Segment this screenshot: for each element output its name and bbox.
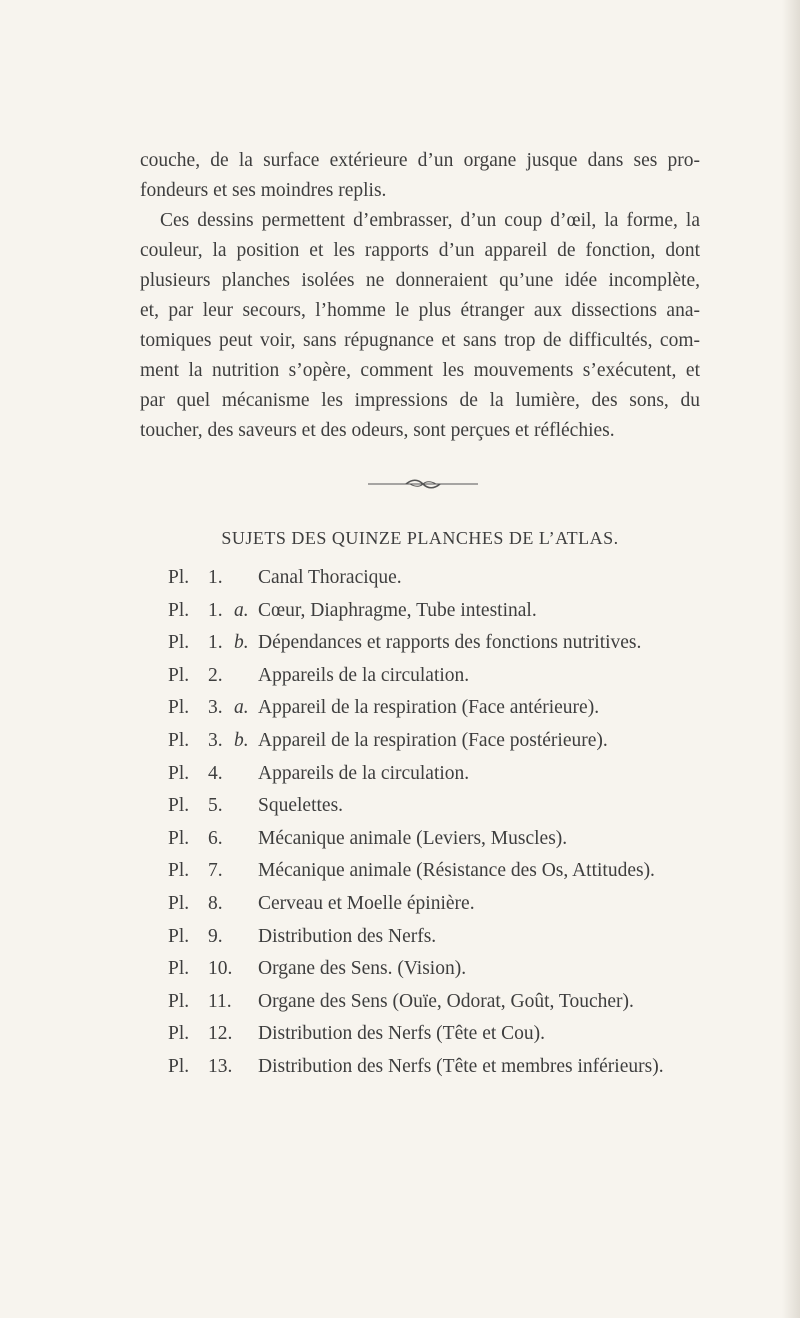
plate-title: Mécanique animale (Leviers, Muscles). <box>258 827 568 849</box>
plate-letter: a. <box>234 599 249 621</box>
plate-label: Pl. <box>168 1023 190 1045</box>
plate-title: Appareils de la circulation. <box>258 762 470 784</box>
plate-label: Pl. <box>168 795 190 817</box>
text-line: couche, de la surface extérieure d’un organe jusque dans ses pro- <box>140 150 700 171</box>
plate-number: 8. <box>208 892 223 914</box>
plate-title: Appareil de la respiration (Face postérieure). <box>258 729 608 751</box>
plate-label: Pl. <box>168 1055 190 1077</box>
text-line: couleur, la position et les rapports d’un appareil de fonction, dont <box>140 240 700 261</box>
plates-list <box>168 562 728 1084</box>
plate-label: Pl. <box>168 697 190 719</box>
plate-title: Appareil de la respiration (Face antérieure). <box>258 697 600 719</box>
plate-title: Canal Thoracique. <box>258 567 402 588</box>
plate-title: Cœur, Diaphragme, Tube intestinal. <box>258 599 537 621</box>
plate-number: 9. <box>208 925 223 947</box>
plate-title: Organe des Sens (Ouïe, Odorat, Goût, Toucher). <box>258 990 634 1012</box>
plate-row <box>168 627 728 660</box>
plate-row <box>168 823 728 856</box>
plate-row <box>168 660 728 693</box>
plate-title: Organe des Sens. (Vision). <box>258 958 467 980</box>
text-line: toucher, des saveurs et des odeurs, sont perçues et réfléchies. <box>140 420 615 441</box>
plate-title: Mécanique animale (Résistance des Os, Attitudes). <box>258 860 655 882</box>
plate-number: 10. <box>208 958 233 980</box>
plate-number: 2. <box>208 664 223 686</box>
plate-number: 11. <box>208 990 232 1012</box>
plate-row <box>168 595 728 628</box>
plate-label: Pl. <box>168 990 190 1012</box>
text-line: tomiques peut voir, sans répugnance et sans trop de difficultés, com- <box>140 330 700 351</box>
plate-row <box>168 562 728 595</box>
plate-row <box>168 921 728 954</box>
text-line: fondeurs et ses moindres replis. <box>140 180 387 201</box>
plate-title: Distribution des Nerfs (Tête et Cou). <box>258 1023 546 1045</box>
plate-number: 7. <box>208 860 223 882</box>
plates-heading: SUJETS DES QUINZE PLANCHES DE L’ATLAS. <box>221 528 619 548</box>
plate-title: Distribution des Nerfs. <box>258 925 437 947</box>
plate-number: 5. <box>208 795 223 817</box>
plate-row <box>168 692 728 725</box>
text-line: ment la nutrition s’opère, comment les mouvements s’exécutent, et <box>140 360 700 381</box>
plate-row <box>168 953 728 986</box>
text-line: et, par leur secours, l’homme le plus étranger aux dissections ana- <box>140 300 700 321</box>
text-line: plusieurs planches isolées ne donneraient qu’une idée incomplète, <box>140 270 700 291</box>
plate-row <box>168 758 728 791</box>
plate-title: Dépendances et rapports des fonctions nutritives. <box>258 632 642 654</box>
plate-label: Pl. <box>168 567 190 588</box>
plate-number: 3. <box>208 729 223 751</box>
plate-row <box>168 790 728 823</box>
plate-label: Pl. <box>168 599 190 621</box>
plate-number: 1. <box>208 599 223 621</box>
plate-row <box>168 725 728 758</box>
plate-label: Pl. <box>168 632 190 654</box>
plate-label: Pl. <box>168 860 190 882</box>
plate-row <box>168 855 728 888</box>
plate-row <box>168 1018 728 1051</box>
plate-number: 3. <box>208 697 223 719</box>
plate-label: Pl. <box>168 827 190 849</box>
plate-label: Pl. <box>168 762 190 784</box>
plate-title: Distribution des Nerfs (Tête et membres inférieurs). <box>258 1055 664 1077</box>
intro-paragraph-2 <box>140 206 700 446</box>
plate-title: Appareils de la circulation. <box>258 664 470 686</box>
plate-number: 1. <box>208 567 223 588</box>
plate-label: Pl. <box>168 664 190 686</box>
plate-letter: a. <box>234 697 249 719</box>
plate-letter: b. <box>234 729 249 751</box>
plate-label: Pl. <box>168 958 190 980</box>
ornament-divider <box>368 478 478 490</box>
plate-number: 4. <box>208 762 223 784</box>
page-edge-shadow <box>782 0 800 1318</box>
plate-label: Pl. <box>168 925 190 947</box>
plate-row <box>168 888 728 921</box>
plate-number: 12. <box>208 1023 233 1045</box>
plate-row <box>168 1051 728 1084</box>
text-line: Ces dessins permettent d’embrasser, d’un coup d’œil, la forme, la <box>160 210 700 231</box>
plate-row <box>168 986 728 1019</box>
plate-number: 6. <box>208 827 223 849</box>
plate-number: 1. <box>208 632 223 654</box>
plate-label: Pl. <box>168 892 190 914</box>
plate-label: Pl. <box>168 729 190 751</box>
intro-paragraph-1 <box>140 146 700 206</box>
text-line: par quel mécanisme les impressions de la lumière, des sons, du <box>140 390 700 411</box>
plate-letter: b. <box>234 632 249 654</box>
plate-number: 13. <box>208 1055 233 1077</box>
plate-title: Cerveau et Moelle épinière. <box>258 892 475 914</box>
plate-title: Squelettes. <box>258 795 344 817</box>
